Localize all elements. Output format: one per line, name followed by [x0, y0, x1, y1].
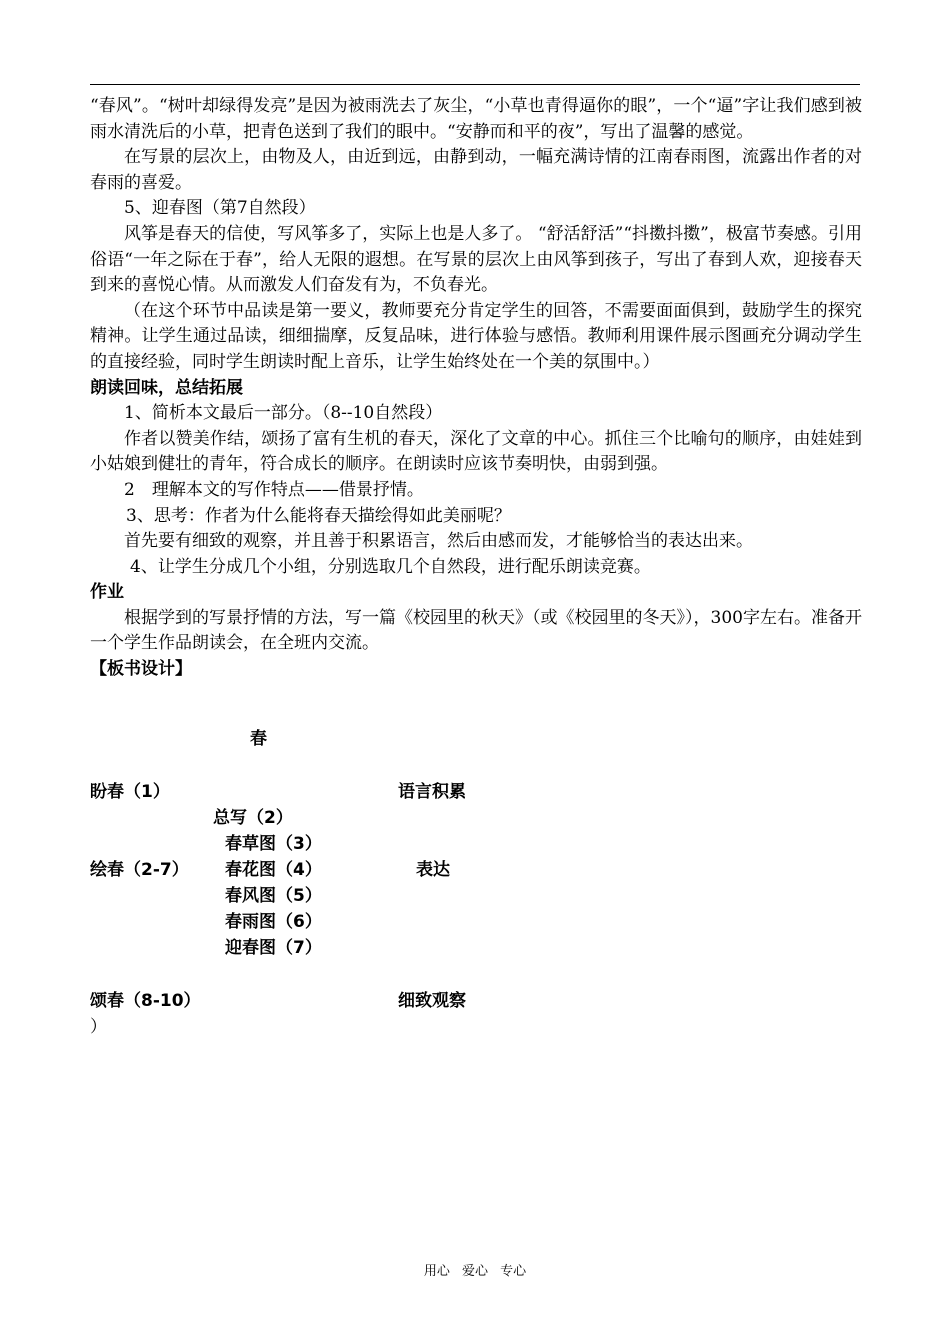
section-heading: 【板书设计】	[90, 659, 192, 680]
paragraph: 根据学到的写景抒情的方法，写一篇《校园里的秋天》（或《校园里的冬天》），300字左右。准备开一个学生作品朗读会，在全班内交流。	[90, 607, 862, 654]
paragraph: 在写景的层次上，由物及人，由近到远，由静到动，一幅充满诗情的江南春雨图，流露出作者的对春雨的喜爱。	[90, 147, 862, 193]
board-item: 细致观察	[398, 991, 466, 1011]
paragraph: 5、迎春图（第7自然段）	[124, 198, 316, 219]
board-item: 颂春（8-10）	[90, 991, 201, 1011]
board-item: 春风图（5）	[225, 886, 322, 906]
paragraph: 3、思考：作者为什么能将春天描绘得如此美丽呢？	[126, 505, 511, 526]
paragraph: “春风”。“树叶却绿得发亮”是因为被雨洗去了灰尘，“小草也青得逼你的眼”，一个“逼”字让我们感到被雨水清洗后的小草，把青色送到了我们的眼中。“安静而和平的夜”，写出了温馨的感觉。	[90, 96, 862, 142]
paragraph: （在这个环节中品读是第一要义，教师要充分肯定学生的回答，不需要面面俱到，鼓励学生的探究精神。让学生通过品读，细细揣摩，反复品味，进行体验与感悟。教师利用课件展示图画充分调动学生的直接经验，同时学生朗读时配上音乐，让学生始终处在一个美的氛围中。）	[90, 300, 862, 372]
paragraph: 风筝是春天的信使，写风筝多了，实际上也是人多了。 “舒活舒活”“抖擞抖擞”，极富节奏感。引用俗语“一年之际在于春”，给人无限的遐想。在写景的层次上由风筝到孩子，写出了春到人欢，迎接春天到来的喜悦心情。从而激发人们奋发有为，不负春光。	[90, 223, 862, 296]
document-body	[90, 94, 862, 683]
paragraph: 2 理解本文的写作特点——借景抒情。	[124, 479, 424, 500]
header-rule	[90, 84, 860, 85]
paragraph: 4、让学生分成几个小组，分别选取几个自然段，进行配乐朗读竞赛。	[130, 556, 651, 577]
paragraph: 首先要有细致的观察，并且善于积累语言，然后由感而发，才能够恰当的表达出来。	[124, 531, 753, 552]
footer-word: 用心	[423, 1264, 450, 1279]
board-item: 盼春（1）	[90, 782, 170, 802]
board-item: 绘春（2-7）	[90, 860, 189, 880]
section-heading: 作业	[90, 582, 124, 603]
blackboard-design	[90, 724, 862, 1044]
board-item: 语言积累	[398, 782, 466, 802]
paragraph: 作者以赞美作结，颂扬了富有生机的春天，深化了文章的中心。抓住三个比喻句的顺序，由娃娃到小姑娘到健壮的青年，符合成长的顺序。在朗读时应该节奏明快，由弱到强。	[90, 428, 862, 475]
board-item: 春雨图（6）	[225, 912, 322, 932]
section-heading: 朗读回味，总结拓展	[90, 377, 243, 398]
board-item: 表达	[416, 860, 450, 880]
board-item: ）	[90, 1017, 107, 1037]
board-title: 春	[250, 729, 267, 749]
footer-word: 爱心	[461, 1264, 488, 1279]
footer-word: 专心	[500, 1264, 527, 1279]
board-item: 迎春图（7）	[225, 938, 322, 958]
board-item: 总写（2）	[213, 808, 293, 828]
board-item: 春草图（3）	[225, 834, 322, 854]
page-footer	[0, 1260, 950, 1279]
paragraph: 1、简析本文最后一部分。（8--10自然段）	[124, 403, 443, 424]
board-item: 春花图（4）	[225, 860, 322, 880]
